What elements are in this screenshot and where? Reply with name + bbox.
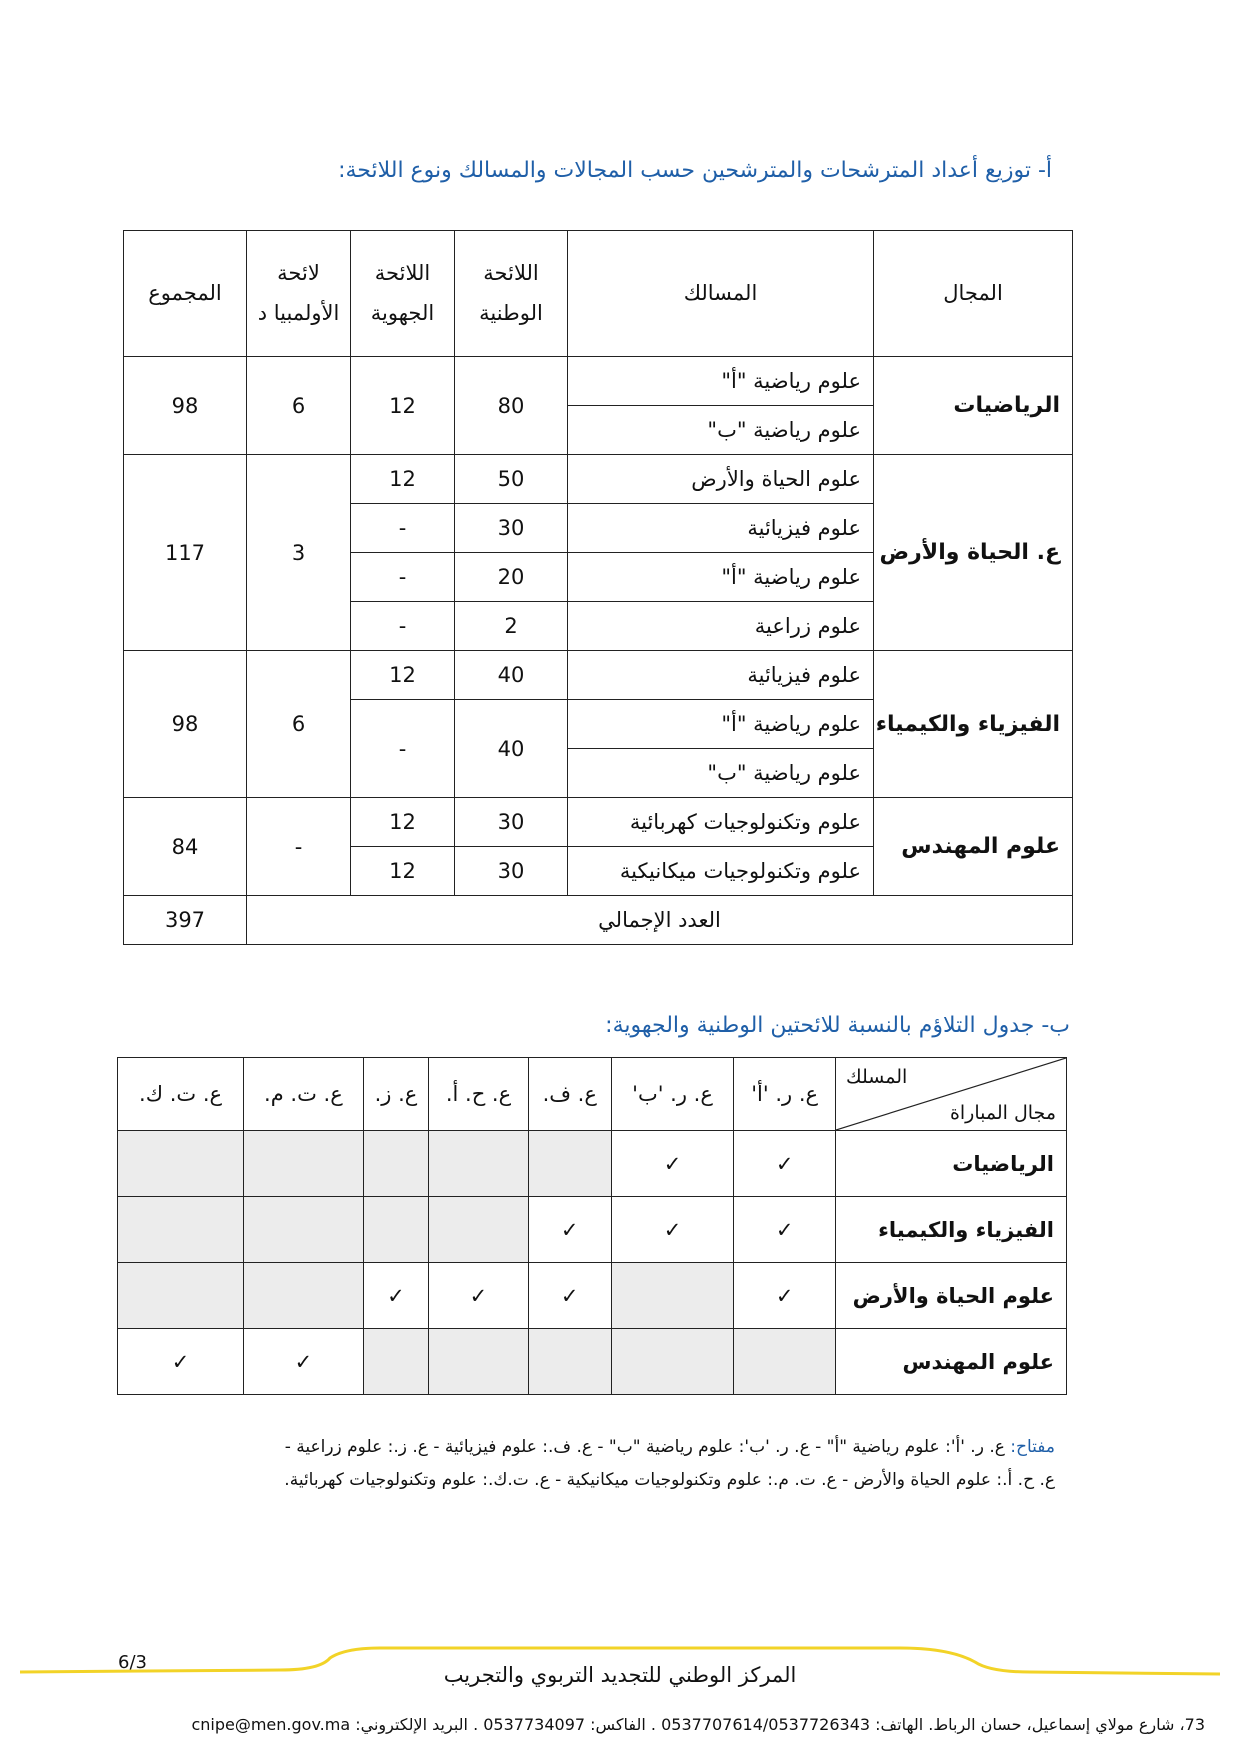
empty-cell [611,1263,734,1329]
row-label: علوم المهندس [836,1329,1067,1395]
center-name: المركز الوطني للتجديد التربوي والتجريب [443,1663,797,1687]
olympiad-cell: 3 [247,455,351,651]
key-label: مفتاح: [1010,1437,1055,1457]
row-label: علوم الحياة والأرض [836,1263,1067,1329]
corner-cell [836,1058,1067,1131]
empty-cell [118,1197,244,1263]
check-cell [611,1131,734,1197]
empty-cell [363,1329,429,1395]
check-icon: ✓ [560,1283,579,1308]
check-cell [734,1197,836,1263]
total-cell: 84 [124,798,247,896]
check-icon: ✓ [775,1217,794,1242]
national-cell: 30 [455,798,568,847]
national-cell: 40 [455,700,568,798]
column-header: ع. ر. 'أ' [734,1058,836,1131]
table-row [118,1329,1067,1395]
table-row [118,1263,1067,1329]
check-cell [734,1131,836,1197]
empty-cell [363,1131,429,1197]
table-header-row [124,231,1073,357]
check-icon: ✓ [560,1217,579,1242]
national-cell: 30 [455,504,568,553]
regional-cell: - [351,700,455,798]
column-header: ع. ز. [363,1058,429,1131]
field-engineering: علوم المهندس [874,798,1073,896]
regional-cell: 12 [351,455,455,504]
key-line-1 [285,1437,1055,1457]
check-cell [363,1263,429,1329]
column-header: ع. ف. [528,1058,611,1131]
check-icon: ✓ [387,1283,405,1308]
regional-cell: 12 [351,847,455,896]
table-row [118,1197,1067,1263]
track-cell: علوم رياضية "ب" [568,406,874,455]
regional-cell: 12 [351,651,455,700]
track-cell: علوم الحياة والأرض [568,455,874,504]
check-cell [244,1329,364,1395]
check-cell [734,1263,836,1329]
national-cell: 30 [455,847,568,896]
olympiad-cell: 6 [247,651,351,798]
empty-cell [734,1329,836,1395]
check-icon: ✓ [171,1349,190,1374]
column-header: ع. ر. 'ب' [611,1058,734,1131]
check-icon: ✓ [663,1151,682,1176]
section-a-title: أ- توزيع أعداد المترشحات والمترشحين حسب المجالات والمسالك ونوع اللائحة: [338,158,1052,183]
total-cell: 117 [124,455,247,651]
header-olympiad: لائحة الأولمبيا د [247,231,351,357]
field-math: الرياضيات [874,357,1073,455]
check-icon: ✓ [294,1349,313,1374]
empty-cell [611,1329,734,1395]
empty-cell [244,1131,364,1197]
check-icon: ✓ [775,1283,794,1308]
table-row [118,1131,1067,1197]
total-cell: 98 [124,357,247,455]
regional-cell: - [351,553,455,602]
header-regional: اللائحة الجهوية [351,231,455,357]
regional-cell: 12 [351,798,455,847]
compatibility-table [117,1057,1067,1395]
field-physics: الفيزياء والكيمياء [874,651,1073,798]
table-row [124,455,1073,504]
empty-cell [429,1131,528,1197]
table-row [124,651,1073,700]
empty-cell [244,1263,364,1329]
regional-cell: 12 [351,357,455,455]
track-cell: علوم رياضية "أ" [568,700,874,749]
national-cell: 50 [455,455,568,504]
track-cell: علوم فيزيائية [568,504,874,553]
check-cell [528,1263,611,1329]
header-tracks: المسالك [568,231,874,357]
track-cell: علوم وتكنولوجيات ميكانيكية [568,847,874,896]
empty-cell [528,1131,611,1197]
track-cell: علوم رياضية "أ" [568,553,874,602]
key-text-2: ع. ح. أ.: علوم الحياة والأرض - ع. ت. م.: علوم وتكنولوجيات ميكانيكية - ع. ت.ك.: علوم وتكنولوجيات كهربائية. [284,1470,1055,1490]
national-cell: 80 [455,357,568,455]
section-b-title: ب- جدول التلاؤم بالنسبة للائحتين الوطنية والجهوية: [605,1013,1070,1038]
track-cell: علوم زراعية [568,602,874,651]
header-total: المجموع [124,231,247,357]
footer-contact: 73، شارع مولاي إسماعيل، حسان الرباط. الهاتف: 0537707614/0537726343 . الفاكس: 0537734097 . البريد الإلكتروني: cnipe@men.gov.ma [191,1715,1205,1734]
check-icon: ✓ [469,1283,488,1308]
national-cell: 20 [455,553,568,602]
regional-cell: - [351,602,455,651]
empty-cell [363,1197,429,1263]
check-icon: ✓ [775,1151,794,1176]
regional-cell: - [351,504,455,553]
column-header: ع. ح. أ. [429,1058,528,1131]
olympiad-cell: - [247,798,351,896]
empty-cell [429,1197,528,1263]
empty-cell [429,1329,528,1395]
track-cell: علوم فيزيائية [568,651,874,700]
total-cell: 98 [124,651,247,798]
grand-total-row [124,896,1073,945]
page-number: 6/3 [118,1652,147,1673]
check-cell [611,1197,734,1263]
national-cell: 2 [455,602,568,651]
column-header: ع. ت. م. [244,1058,364,1131]
table-row [124,357,1073,406]
national-cell: 40 [455,651,568,700]
key-text-1: ع. ر. 'أ': علوم رياضية "أ" - ع. ر. 'ب': علوم رياضية "ب" - ع. ف.: علوم فيزيائية - ع. ز.: علوم زراعية - [284,1437,1005,1457]
check-cell [528,1197,611,1263]
olympiad-cell: 6 [247,357,351,455]
table-row [124,798,1073,847]
grand-total-label: العدد الإجمالي [247,896,1073,945]
empty-cell [528,1329,611,1395]
field-life-earth: ع. الحياة والأرض [874,455,1073,651]
corner-top-label: المسلك [846,1066,908,1088]
track-cell: علوم وتكنولوجيات كهربائية [568,798,874,847]
track-cell: علوم رياضية "أ" [568,357,874,406]
empty-cell [244,1197,364,1263]
column-header: ع. ت. ك. [118,1058,244,1131]
empty-cell [118,1263,244,1329]
header-national: اللائحة الوطنية [455,231,568,357]
row-label: الفيزياء والكيمياء [836,1197,1067,1263]
corner-bottom-label: مجال المباراة [949,1102,1056,1124]
row-label: الرياضيات [836,1131,1067,1197]
key-line-2 [284,1470,1055,1490]
table-header-row [118,1058,1067,1131]
track-cell: علوم رياضية "ب" [568,749,874,798]
check-icon: ✓ [663,1217,682,1242]
header-field: المجال [874,231,1073,357]
check-cell [118,1329,244,1395]
check-cell [429,1263,528,1329]
empty-cell [118,1131,244,1197]
distribution-table [123,230,1073,945]
grand-total-value: 397 [124,896,247,945]
